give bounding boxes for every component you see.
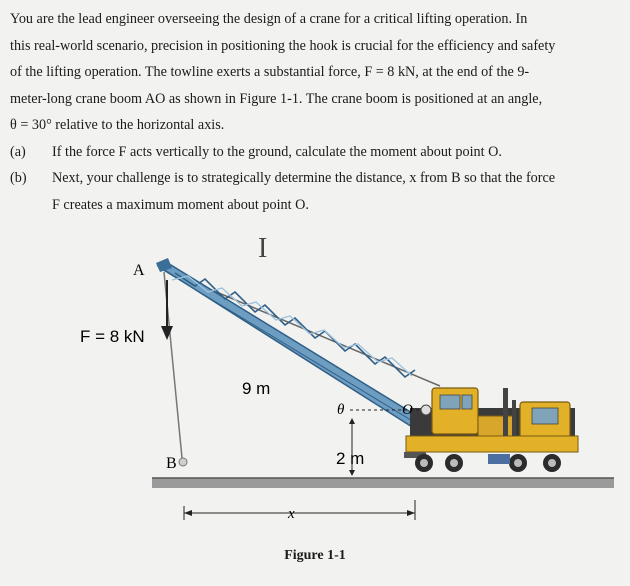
label-theta: θ: [337, 402, 345, 418]
part-a-label: (a): [10, 143, 26, 160]
label-boom-length: 9 m: [242, 379, 271, 398]
label-x: x: [288, 506, 295, 522]
part-b: [10, 165, 622, 192]
intro-line-5: θ = 30° relative to the horizontal axis.: [10, 117, 225, 133]
part-b-text-1: Next, your challenge is to strategically determine the distance, x from B so that the force: [52, 170, 556, 186]
crane-figure: [0, 222, 630, 546]
intro-line-4: meter-long crane boom AO as shown in Figure 1-1. The crane boom is positioned at an angle,: [10, 90, 543, 107]
problem-statement: [10, 6, 622, 218]
part-a: [10, 139, 622, 166]
force-arrow-head: [161, 326, 173, 340]
label-b: B: [166, 455, 177, 472]
ground: [152, 478, 614, 488]
intro-line-1: You are the lead engineer overseeing the design of a crane for a critical lifting operation. In: [10, 11, 528, 27]
part-b-text-2: F creates a maximum moment about point O.: [52, 196, 309, 213]
part-a-text: If the force F acts vertically to the ground, calculate the moment about point O.: [52, 143, 502, 160]
label-a: A: [133, 262, 145, 279]
crane-boom: [158, 262, 430, 432]
label-o: O: [402, 402, 413, 418]
crane-truck: [404, 388, 578, 472]
pivot-o: [421, 405, 431, 415]
label-f: F = 8 kN: [80, 327, 145, 346]
label-height: 2 m: [336, 449, 365, 468]
intro-line-2: this real-world scenario, precision in positioning the hook is crucial for the efficiency and safety: [10, 37, 556, 54]
hook-b: [179, 458, 187, 466]
intro-line-3: of the lifting operation. The towline exerts a substantial force, F = 8 kN, at the end of the 9-: [10, 64, 530, 80]
part-b-label: (b): [10, 170, 27, 186]
figure-caption: Figure 1-1: [284, 548, 346, 563]
text-cursor-icon: I: [258, 233, 268, 264]
